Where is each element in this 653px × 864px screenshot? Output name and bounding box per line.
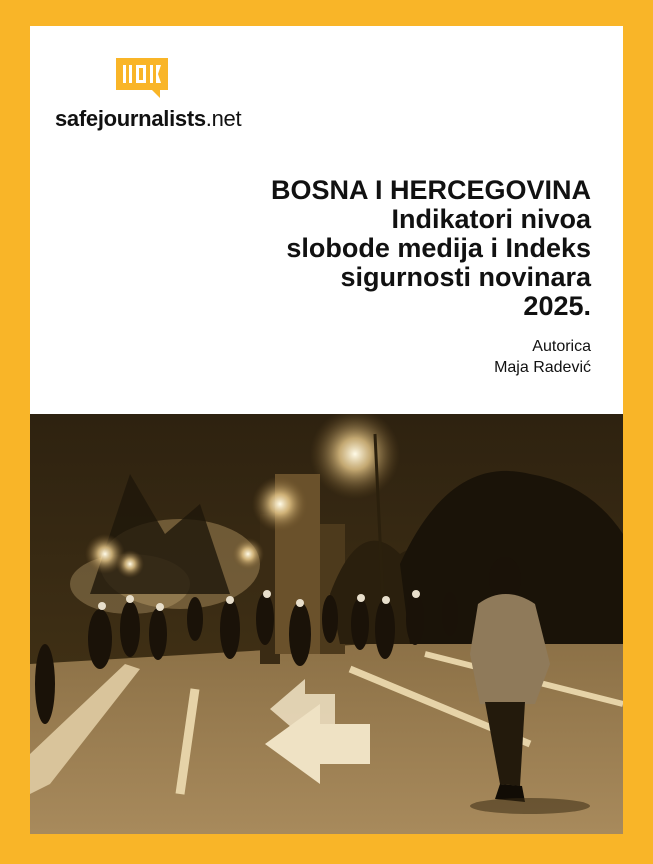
title-line-2: Indikatori nivoa <box>391 204 591 234</box>
report-cover <box>30 26 623 834</box>
title-country: BOSNA I HERCEGOVINA <box>270 175 591 205</box>
title-line-4: sigurnosti novinara <box>340 262 591 292</box>
author-label: Autorica <box>532 338 591 355</box>
safejournalists-logo[interactable] <box>55 56 275 136</box>
title-line-3: slobode medija i Indeks <box>286 233 591 263</box>
report-title <box>171 176 591 321</box>
title-year: 2025. <box>523 291 591 321</box>
author-name: Maja Radević <box>494 359 591 376</box>
logo-wordmark <box>55 106 241 132</box>
logo-mark-icon <box>114 56 170 100</box>
logo-name: safejournalists <box>55 106 206 131</box>
author-credit <box>494 336 591 378</box>
cover-photo <box>30 414 623 834</box>
logo-suffix: .net <box>205 106 242 131</box>
